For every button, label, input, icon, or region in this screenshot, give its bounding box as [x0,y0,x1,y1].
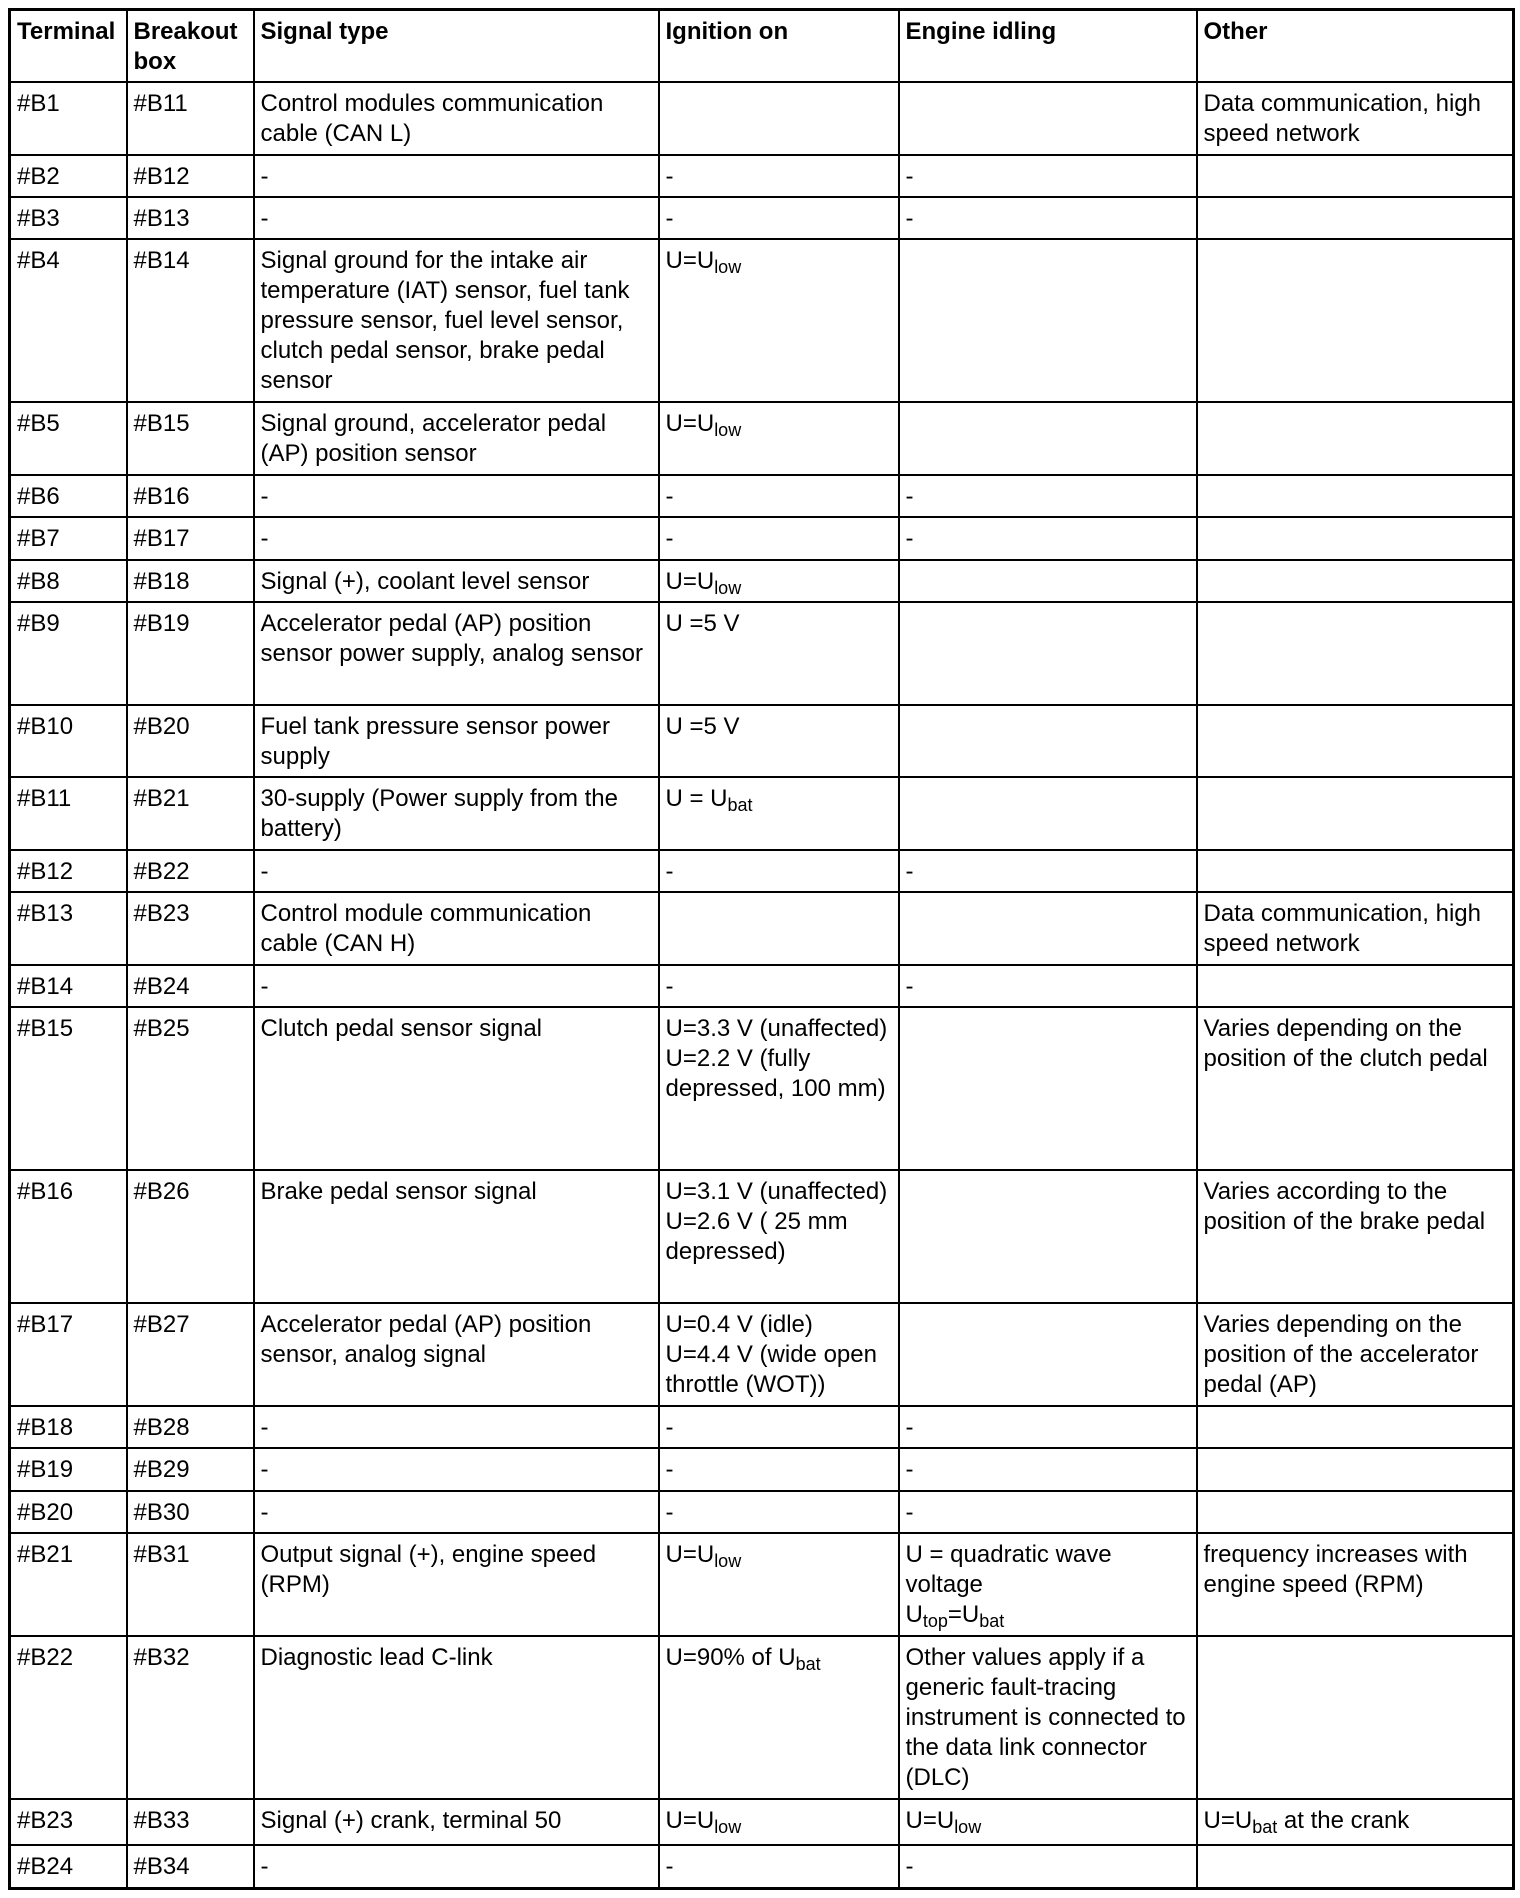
signal-cell: Clutch pedal sensor signal [254,1007,659,1170]
voltage-line: U=2.2 V (fully depressed, 100 mm) [665,1044,886,1102]
signal-cell: Signal (+) crank, terminal 50 [254,1799,659,1845]
table-row [10,1406,1514,1448]
terminal-cell: #B5 [10,402,127,475]
idling-cell [899,239,1197,402]
terminal-cell: #B22 [10,1636,127,1799]
table-row [10,82,1514,155]
other-cell [1197,1448,1514,1490]
idling-cell [899,892,1197,965]
ignition-cell: - [659,965,899,1007]
breakout-cell: #B17 [127,517,254,559]
voltage-subscript: low [714,420,742,441]
signal-cell: Brake pedal sensor signal [254,1170,659,1303]
other-cell: Data communication, high speed network [1197,892,1514,965]
terminal-cell: #B7 [10,517,127,559]
terminal-cell: #B11 [10,777,127,850]
terminal-cell: #B12 [10,850,127,892]
ignition-cell: U =5 V [659,602,899,705]
other-cell [1197,602,1514,705]
terminal-signal-table [8,8,1515,1890]
idling-cell [899,1533,1197,1636]
terminal-cell: #B23 [10,1799,127,1845]
ignition-cell: - [659,1406,899,1448]
breakout-cell: #B29 [127,1448,254,1490]
voltage-value: U [905,1600,923,1628]
voltage-subscript: bat [979,1610,1005,1631]
voltage-value: =U [947,1600,980,1628]
voltage-value: U=U [665,410,715,438]
voltage-subscript: low [954,1816,982,1837]
signal-cell: - [254,1406,659,1448]
signal-cell: - [254,475,659,517]
ignition-cell [659,1636,899,1799]
terminal-cell: #B9 [10,602,127,705]
terminal-cell: #B24 [10,1845,127,1888]
voltage-line: U=3.3 V (unaffected) [665,1014,888,1042]
voltage-subscript: bat [727,795,753,816]
table-row [10,777,1514,850]
idling-cell: - [899,1448,1197,1490]
breakout-cell: #B14 [127,239,254,402]
voltage-note: at the crank [1277,1806,1410,1834]
idling-cell [899,82,1197,155]
other-cell [1197,560,1514,602]
breakout-cell: #B33 [127,1799,254,1845]
table-row [10,1533,1514,1636]
breakout-cell: #B18 [127,560,254,602]
terminal-cell: #B20 [10,1491,127,1533]
table-row [10,155,1514,197]
terminal-cell: #B13 [10,892,127,965]
breakout-cell: #B22 [127,850,254,892]
other-cell [1197,239,1514,402]
signal-cell: 30-supply (Power supply from the battery) [254,777,659,850]
idling-cell: - [899,197,1197,239]
header-engine-idling: Engine idling [899,10,1197,83]
terminal-cell: #B3 [10,197,127,239]
idling-cell: - [899,155,1197,197]
ignition-cell: U =5 V [659,705,899,778]
table-row [10,1491,1514,1533]
idling-cell: - [899,1845,1197,1888]
other-cell: Varies according to the position of the brake pedal [1197,1170,1514,1303]
other-cell [1197,850,1514,892]
signal-cell: Control modules communication cable (CAN L) [254,82,659,155]
table-row [10,475,1514,517]
other-cell [1197,475,1514,517]
voltage-value: U = U [665,785,728,813]
header-breakout-box: Breakout box [127,10,254,83]
breakout-cell: #B31 [127,1533,254,1636]
idling-cell: - [899,965,1197,1007]
breakout-cell: #B20 [127,705,254,778]
table-row [10,1636,1514,1799]
other-cell [1197,402,1514,475]
table-row [10,892,1514,965]
ignition-cell [659,560,899,602]
breakout-cell: #B13 [127,197,254,239]
idling-cell: - [899,475,1197,517]
voltage-line [906,1600,1190,1630]
breakout-cell: #B24 [127,965,254,1007]
voltage-value: U=U [665,1806,715,1834]
idling-cell [899,402,1197,475]
signal-cell: - [254,517,659,559]
table-row [10,1303,1514,1406]
signal-cell: - [254,1845,659,1888]
other-cell [1197,777,1514,850]
ignition-cell: - [659,850,899,892]
ignition-cell: - [659,517,899,559]
idling-cell [899,1799,1197,1845]
breakout-cell: #B30 [127,1491,254,1533]
header-ignition-on: Ignition on [659,10,899,83]
voltage-line: U = quadratic wave voltage [905,1540,1112,1598]
ignition-cell [659,777,899,850]
other-cell: Varies depending on the position of the accelerator pedal (AP) [1197,1303,1514,1406]
signal-cell: - [254,965,659,1007]
terminal-cell: #B6 [10,475,127,517]
breakout-cell: #B16 [127,475,254,517]
signal-cell: - [254,850,659,892]
other-cell: frequency increases with engine speed (RPM) [1197,1533,1514,1636]
voltage-subscript: low [714,1816,742,1837]
table-row [10,1845,1514,1888]
other-cell: Data communication, high speed network [1197,82,1514,155]
ignition-cell [659,1533,899,1636]
other-cell [1197,1636,1514,1799]
voltage-subscript: low [714,257,742,278]
idling-cell: - [899,850,1197,892]
voltage-subscript: low [714,577,742,598]
signal-cell: Output signal (+), engine speed (RPM) [254,1533,659,1636]
ignition-cell: - [659,475,899,517]
ignition-cell [659,892,899,965]
table-row [10,1007,1514,1170]
breakout-cell: #B21 [127,777,254,850]
breakout-cell: #B23 [127,892,254,965]
signal-cell: - [254,1491,659,1533]
other-cell [1197,197,1514,239]
voltage-value: U=U [665,567,715,595]
header-row [10,10,1514,83]
voltage-subscript: bat [1252,1816,1278,1837]
signal-cell: Accelerator pedal (AP) position sensor power supply, analog sensor [254,602,659,705]
table-row [10,402,1514,475]
table-row [10,517,1514,559]
table-row [10,239,1514,402]
ignition-cell [659,402,899,475]
other-cell [1197,1845,1514,1888]
other-cell [1197,1406,1514,1448]
signal-cell: Signal ground for the intake air temperature (IAT) sensor, fuel tank pressure sensor, fuel level sensor, clutch pedal sensor, brake pedal sensor [254,239,659,402]
table-row [10,705,1514,778]
header-terminal: Terminal [10,10,127,83]
ignition-cell [659,1170,899,1303]
table-row [10,197,1514,239]
voltage-value: U=U [1203,1806,1253,1834]
breakout-cell: #B27 [127,1303,254,1406]
idling-cell [899,777,1197,850]
ignition-cell: - [659,1448,899,1490]
signal-cell: - [254,155,659,197]
signal-cell: - [254,1448,659,1490]
table-row [10,965,1514,1007]
breakout-cell: #B32 [127,1636,254,1799]
ignition-cell [659,1799,899,1845]
terminal-cell: #B19 [10,1448,127,1490]
signal-cell: Diagnostic lead C-link [254,1636,659,1799]
terminal-cell: #B2 [10,155,127,197]
breakout-cell: #B34 [127,1845,254,1888]
voltage-subscript: top [922,1610,948,1631]
ignition-cell: - [659,1491,899,1533]
other-cell [1197,1799,1514,1845]
terminal-cell: #B8 [10,560,127,602]
other-cell [1197,155,1514,197]
idling-cell [899,1170,1197,1303]
voltage-value: U=U [665,1540,715,1568]
idling-cell [899,705,1197,778]
signal-cell: Accelerator pedal (AP) position sensor, analog signal [254,1303,659,1406]
idling-cell: - [899,1491,1197,1533]
idling-cell: - [899,1406,1197,1448]
voltage-line: U=4.4 V (wide open throttle (WOT)) [665,1341,877,1399]
breakout-cell: #B26 [127,1170,254,1303]
terminal-cell: #B18 [10,1406,127,1448]
table-row [10,850,1514,892]
ignition-cell: - [659,155,899,197]
breakout-cell: #B28 [127,1406,254,1448]
header-signal-type: Signal type [254,10,659,83]
ignition-cell: - [659,1845,899,1888]
breakout-cell: #B19 [127,602,254,705]
signal-cell: Signal ground, accelerator pedal (AP) position sensor [254,402,659,475]
table-row [10,560,1514,602]
ignition-cell [659,239,899,402]
voltage-subscript: bat [795,1653,821,1674]
other-cell: Varies depending on the position of the clutch pedal [1197,1007,1514,1170]
table-row [10,1799,1514,1845]
voltage-line: U=0.4 V (idle) [665,1311,813,1339]
table-row [10,602,1514,705]
ignition-cell [659,1303,899,1406]
header-other: Other [1197,10,1514,83]
terminal-cell: #B21 [10,1533,127,1636]
breakout-cell: #B25 [127,1007,254,1170]
other-cell [1197,517,1514,559]
idling-cell [899,1007,1197,1170]
voltage-value: U=U [665,247,715,275]
terminal-cell: #B16 [10,1170,127,1303]
terminal-cell: #B10 [10,705,127,778]
terminal-cell: #B4 [10,239,127,402]
voltage-line: U=2.6 V ( 25 mm depressed) [665,1208,848,1266]
signal-cell: Signal (+), coolant level sensor [254,560,659,602]
voltage-subscript: low [714,1550,742,1571]
ignition-cell [659,82,899,155]
signal-cell: - [254,197,659,239]
other-cell [1197,1491,1514,1533]
other-cell [1197,705,1514,778]
terminal-cell: #B17 [10,1303,127,1406]
breakout-cell: #B11 [127,82,254,155]
breakout-cell: #B15 [127,402,254,475]
terminal-cell: #B14 [10,965,127,1007]
terminal-cell: #B15 [10,1007,127,1170]
voltage-value: U=U [905,1806,955,1834]
signal-cell: Fuel tank pressure sensor power supply [254,705,659,778]
breakout-cell: #B12 [127,155,254,197]
idling-cell: Other values apply if a generic fault-tracing instrument is connected to the data link connector (DLC) [899,1636,1197,1799]
voltage-value: U=90% of U [665,1643,796,1671]
idling-cell: - [899,517,1197,559]
ignition-cell: - [659,197,899,239]
idling-cell [899,1303,1197,1406]
signal-cell: Control module communication cable (CAN H) [254,892,659,965]
table-row [10,1448,1514,1490]
terminal-cell: #B1 [10,82,127,155]
idling-cell [899,560,1197,602]
idling-cell [899,602,1197,705]
table-row [10,1170,1514,1303]
ignition-cell [659,1007,899,1170]
voltage-line: U=3.1 V (unaffected) [665,1178,888,1206]
other-cell [1197,965,1514,1007]
